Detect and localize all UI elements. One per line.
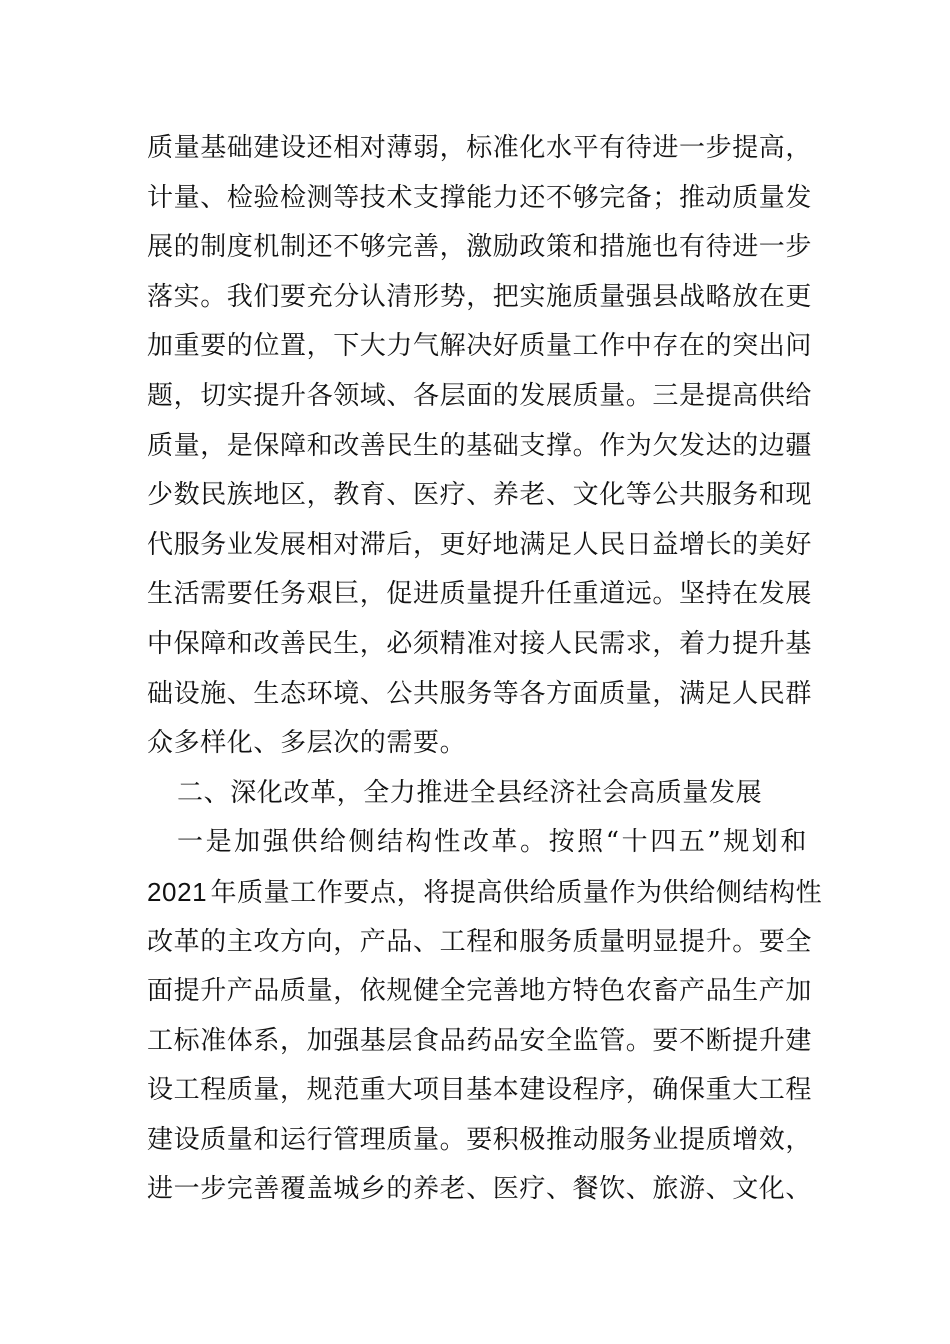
year-number: 2021	[147, 876, 208, 907]
text-line: 加重要的位置，下大力气解决好质量工作中存在的突出问	[147, 331, 813, 362]
text-line: 题，切实提升各领域、各层面的发展质量。三是提高供给	[147, 380, 813, 411]
text-line-with-year	[147, 868, 823, 918]
text-line: 进一步完善覆盖城乡的养老、医疗、餐饮、旅游、文化、	[147, 1174, 813, 1205]
text-line: 落实。我们要充分认清形势，把实施质量强县战略放在更	[147, 281, 813, 312]
text-line: 质量基础建设还相对薄弱，标准化水平有待进一步提高，	[147, 133, 813, 163]
text-line: 代服务业发展相对滞后，更好地满足人民日益增长的美好	[147, 529, 813, 560]
text-line: 生活需要任务艰巨，促进质量提升任重道远。坚持在发展	[147, 579, 813, 610]
text-line: 一是加强供给侧结构性改革。按照“十四五”规划和	[177, 827, 807, 858]
text-line: 工标准体系，加强基层食品药品安全监管。要不断提升建	[147, 1025, 813, 1056]
text-line: 众多样化、多层次的需要。	[147, 728, 467, 759]
section-heading: 二、深化改革，全力推进全县经济社会高质量发展	[177, 777, 763, 808]
text-line: 展的制度机制还不够完善，激励政策和措施也有待进一步	[147, 232, 813, 263]
text-line: 质量，是保障和改善民生的基础支撑。作为欠发达的边疆	[147, 430, 813, 461]
text-line: 建设质量和运行管理质量。要积极推动服务业提质增效，	[147, 1124, 813, 1155]
text-line: 础设施、生态环境、公共服务等各方面质量，满足人民群	[147, 678, 813, 709]
text-line: 设工程质量，规范重大项目基本建设程序，确保重大工程	[147, 1075, 813, 1106]
text-line: 中保障和改善民生，必须精准对接人民需求，着力提升基	[147, 628, 813, 659]
text-line: 改革的主攻方向，产品、工程和服务质量明显提升。要全	[147, 926, 813, 957]
document-body	[147, 124, 823, 1215]
text-fragment: 年质量工作要点，将提高供给质量作为供给侧结构性	[210, 877, 823, 908]
text-line: 面提升产品质量，依规健全完善地方特色农畜产品生产加	[147, 976, 813, 1007]
text-line: 计量、检验检测等技术支撑能力还不够完备；推动质量发	[147, 182, 813, 213]
text-line: 少数民族地区，教育、医疗、养老、文化等公共服务和现	[147, 480, 813, 511]
